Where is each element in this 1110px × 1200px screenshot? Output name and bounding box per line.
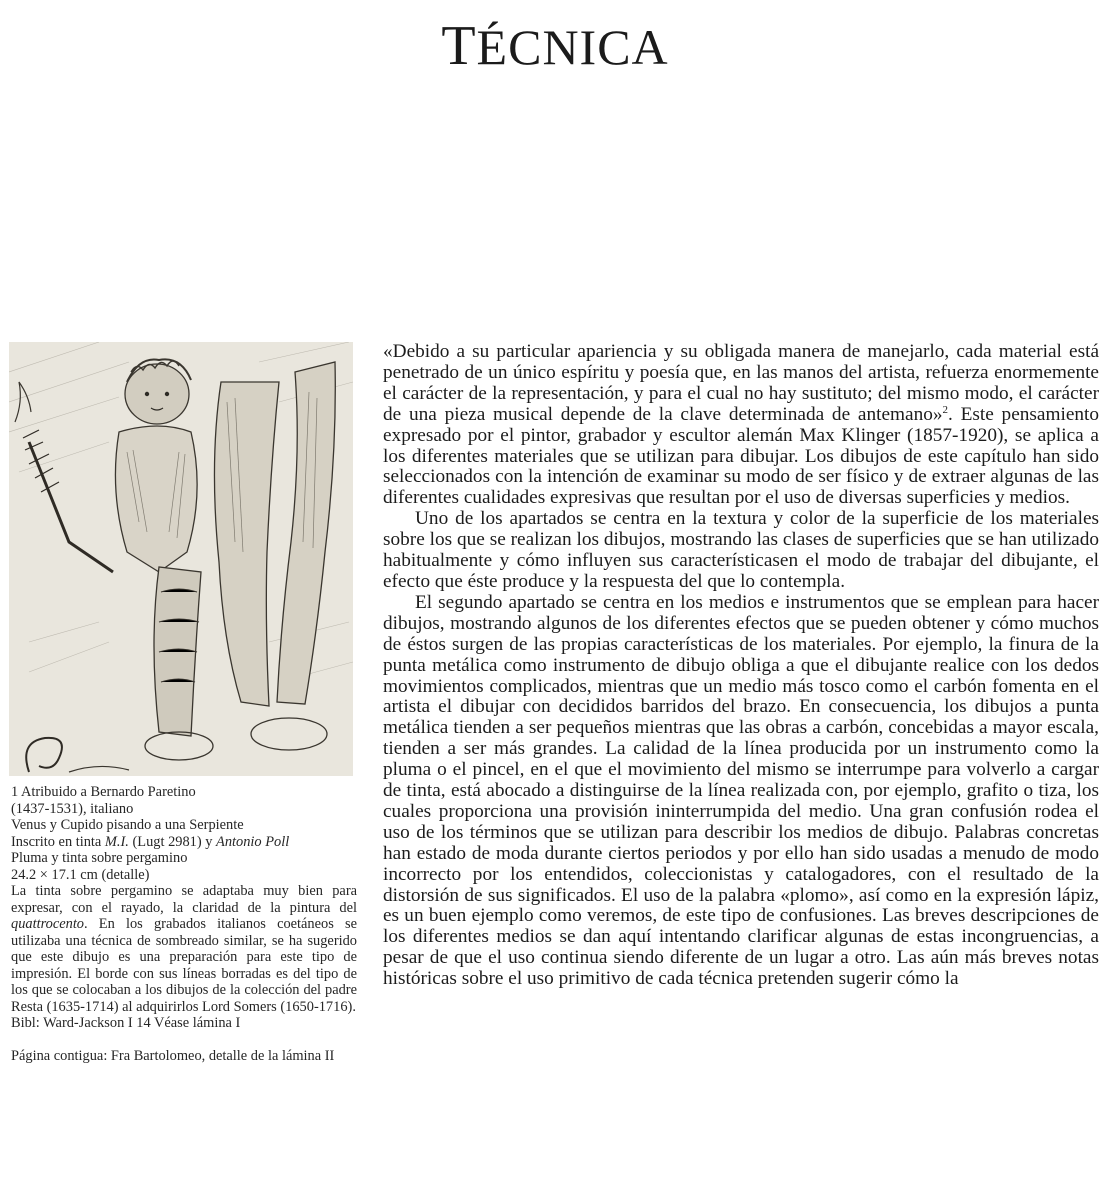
heading-initial: T <box>441 15 477 77</box>
body-text <box>383 342 1099 990</box>
footnote-ref: 2 <box>942 403 948 416</box>
caption-desc-b: quattrocento <box>11 916 85 932</box>
caption-inscription <box>11 834 357 851</box>
caption-bibliography: Bibl: Ward-Jackson I 14 Véase lámina I <box>11 1015 241 1031</box>
caption-facing-page: Página contigua: Fra Bartolomeo, detalle de la lámina II <box>11 1047 335 1064</box>
body-paragraph-2: Uno de los apartados se centra en la textura y color de la superficie de los materiales sobre los que se realizan los dibujos, mostrando las clases de superficies que se han utilizado habitualmente y cómo influyen sus característicasen el modo de trabajar del dibujante, el efecto que éste produce y la respuesta del que lo contempla. <box>383 508 1099 592</box>
caption-inscription-c: (Lugt 2981) y <box>128 833 217 850</box>
body-p1-a: «Debido a su particular apariencia y su obligada manera de manejarlo, cada material está penetrado de un único espíritu y poesía que, en las manos del artista, refuerza enormemente el carácter de la representación, y para el cual no hay sustituto; del mismo modo, el carácter de una pieza musical depende de la clave determinada de antemano» <box>383 341 1099 425</box>
body-paragraph-1 <box>383 342 1099 509</box>
body-p1-b: . Este pensamiento expresado por el pintor, grabador y escultor alemán Max Klinger (1857-1920), se aplica a los diferentes materiales que se utilizan para dibujar. Los dibujos de este capítulo han sido seleccionados con la intención de examinar su modo de ser físico y de extraer algunas de las diferentes cualidades expresivas que resultan por el uso de diversas superficies y medios. <box>383 403 1100 509</box>
drawing-illustration <box>9 342 353 776</box>
caption-desc-a: La tinta sobre pergamino se adaptaba muy bien para expresar, con el rayado, la claridad de la pintura del <box>11 883 357 916</box>
chapter-heading <box>0 14 1110 78</box>
caption-inscription-b: M.I. <box>104 833 129 850</box>
figure-drawing <box>9 342 353 776</box>
figure-caption <box>11 784 357 1064</box>
caption-desc-c: . En los grabados italianos coetáneos se utilizaba una técnica de sombreado similar, se ha sugerido que este dibujo es una preparación para este tipo de impresión. El borde con sus líneas borradas es del tipo de los que se colocaban a los dibujos de la colección del padre Resta (1635-1714) al adquirirlos Lord Somers (1650-1716). <box>11 916 357 1015</box>
caption-dates: (1437-1531), italiano <box>11 800 134 817</box>
caption-inscription-a: Inscrito en tinta <box>11 833 105 850</box>
caption-attribution: 1 Atribuido a Bernardo Paretino <box>11 784 196 800</box>
caption-description <box>11 883 357 1015</box>
body-paragraph-3: El segundo apartado se centra en los medios e instrumentos que se emplean para hacer dibujos, mostrando algunos de los diferentes efectos que se pueden obtener y cómo muchos de éstos surgen de las propias características de los materiales. Por ejemplo, la finura de la punta metálica como instrumento de dibujo obliga a que el dibujante realice con los dedos movimientos complicados, mientras que un medio más tosco como el carbón fomenta en el artista el dibujar con decididos barridos del brazo. En consecuencia, los dibujos a punta metálica tienden a ser pequeños mientras que las obras a carbón, concebidas a mayor escala, tienden a ser más grandes. La calidad de la línea producida por un instrumento como la pluma o el pincel, en el que el movimiento del mismo se interrumpe para volverlo a cargar de tinta, está abocado a distinguirse de la línea realizada con, por ejemplo, grafito o tiza, los cuales proporciona una provisión ininterrumpida del medio. Una gran confusión rodea el uso de los términos que se utilizan para describir los medios de dibujo. Palabras concretas han estado de moda durante ciertos periodos y por ello han sido usadas a menudo de modo incorrecto por los entendidos, coleccionistas y catalogadores, con el resultado de la distorsión de sus significados. El uso de la palabra «plomo», así como en la expresión lápiz, es un buen ejemplo como veremos, de este tipo de confusiones. Las breves descripciones de los diferentes medios se dan aquí intentando clarificar algunas de estas incongruencias, a pesar de que el uso continua siendo diferente de un lugar a otro. Las aún más breves notas históricas sobre el uso primitivo de cada técnica pretenden sugerir cómo la <box>383 591 1099 990</box>
heading-rest: ÉCNICA <box>476 19 669 75</box>
caption-medium: Pluma y tinta sobre pergamino <box>11 850 188 866</box>
caption-dimensions: 24.2 × 17.1 cm (detalle) <box>11 866 150 883</box>
caption-inscription-d: Antonio Poll <box>216 833 290 850</box>
caption-title: Venus y Cupido pisando a una Serpiente <box>11 817 244 833</box>
